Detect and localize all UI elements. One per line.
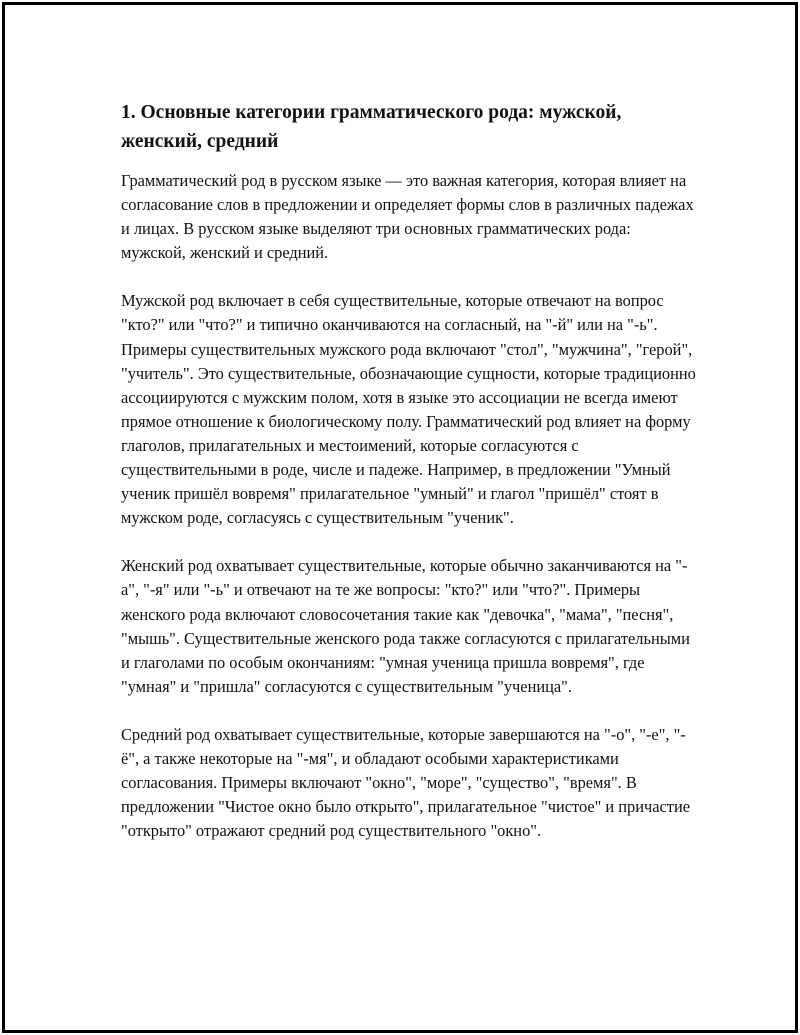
paragraph-neuter: Средний род охватывает существительные, которые завершаются на "-о", "-е", "-ё", а также некоторые на "-мя", и обладают особыми характеристиками согласования. Примеры включают "окно", "море", "существо", "время". В предложении "Чистое окно было открыто", прилагательное "чистое" и причастие "открыто" отражают средний род существительного "окно".	[121, 724, 691, 841]
paragraph-intro: Грамматический род в русском языке — это важная категория, которая влияет на согласование слов в предложении и определяет формы слов в различных падежах и лицах. В русском языке выделяют три основных грамматических рода: мужской, женский и средний.	[121, 171, 694, 263]
paragraph-masculine: Мужской род включает в себя существительные, которые отвечают на вопрос "кто?" или "что?" и типично оканчиваются на согласный, на "-й" или на "-ь". Примеры существительных мужского рода включают "стол", "мужчина", "герой", "учитель". Это существительные, обозначающие сущности, которые традиционно ассоциируются с мужским полом, хотя в языке это ассоциации не всегда имеют прямое отношение к биологическому полу. Грамматический род влияет на форму глаголов, прилагательных и местоимений, которые согласуются с существительными в роде, числе и падеже. Например, в предложении "Умный ученик пришёл вовремя" прилагательное "умный" и глагол "пришёл" стоят в мужском роде, согласуясь с существительным "ученик".	[121, 291, 696, 528]
section-heading: 1. Основные категории грамматического рода: мужской, женский, средний	[121, 102, 622, 152]
document-content	[121, 98, 696, 867]
paragraph-feminine: Женский род охватывает существительные, которые обычно заканчиваются на "-а", "-я" или "-ь" и отвечают на те же вопросы: "кто?" или "что?". Примеры женского рода включают словосочетания такие как "девочка", "мама", "песня", "мышь". Существительные женского рода также согласуются с прилагательными и глаголами по особым окончаниям: "умная ученица пришла вовремя", где "умная" и "пришла" согласуются с существительным "ученица".	[121, 556, 690, 696]
page-frame	[2, 2, 798, 1033]
